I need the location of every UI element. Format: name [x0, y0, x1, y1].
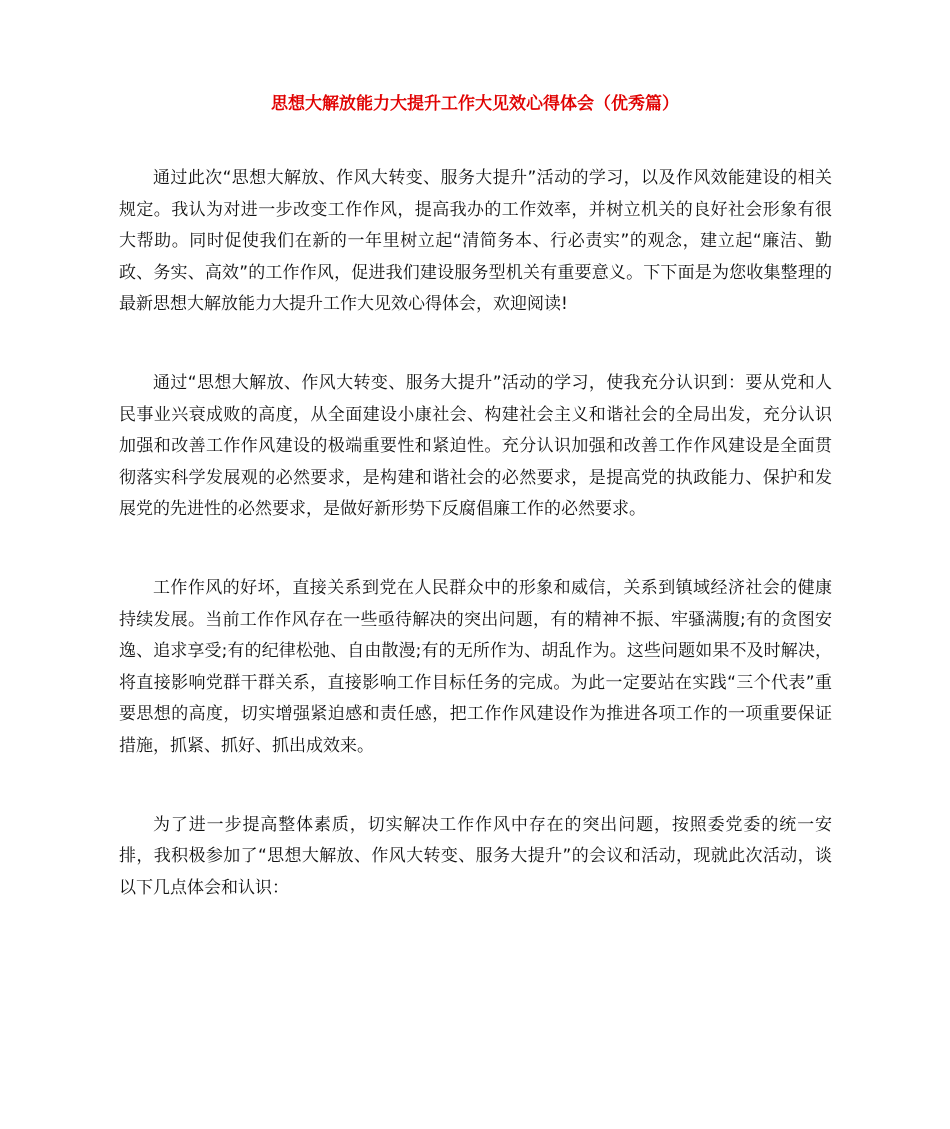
- document-title: 思想大解放能力大提升工作大见效心得体会（优秀篇）: [271, 94, 679, 114]
- paragraph-4: 为了进一步提高整体素质，切实解决工作作风中存在的突出问题，按照委党委的统一安排，我积极参加了“思想大解放、作风大转变、服务大提升”的会议和活动，现就此次活动，谈以下几点体会和认识：: [119, 814, 832, 898]
- paragraph-2: 通过“思想大解放、作风大转变、服务大提升”活动的学习，使我充分认识到：要从党和人民事业兴衰成败的高度，从全面建设小康社会、构建社会主义和谐社会的全局出发，充分认识加强和改善工作作风建设的极端重要性和紧迫性。充分认识加强和改善工作作风建设是全面贯彻落实科学发展观的必然要求，是构建和谐社会的必然要求，是提高党的执政能力、保护和发展党的先进性的必然要求，是做好新形势下反腐倡廉工作的必然要求。: [119, 372, 832, 520]
- paragraph-3: 工作作风的好坏，直接关系到党在人民群众中的形象和威信，关系到镇域经济社会的健康持续发展。当前工作作风存在一些亟待解决的突出问题，有的精神不振、牢骚满腹;有的贪图安逸、追求享受;有的纪律松弛、自由散漫;有的无所作为、胡乱作为。这些问题如果不及时解决，将直接影响党群干群关系，直接影响工作目标任务的完成。为此一定要站在实践“三个代表”重要思想的高度，切实增强紧迫感和责任感，把工作作风建设作为推进各项工作的一项重要保证措施，抓紧、抓好、抓出成效来。: [119, 577, 832, 756]
- document-body: [119, 163, 832, 951]
- paragraph-1: 通过此次“思想大解放、作风大转变、服务大提升”活动的学习，以及作风效能建设的相关规定。我认为对进一步改变工作作风，提高我办的工作效率，并树立机关的良好社会形象有很大帮助。同时促使我们在新的一年里树立起“清简务本、行必责实”的观念，建立起“廉洁、勤政、务实、高效”的工作作风，促进我们建设服务型机关有重要意义。下下面是为您收集整理的最新思想大解放能力大提升工作大见效心得体会，欢迎阅读!: [119, 168, 832, 315]
